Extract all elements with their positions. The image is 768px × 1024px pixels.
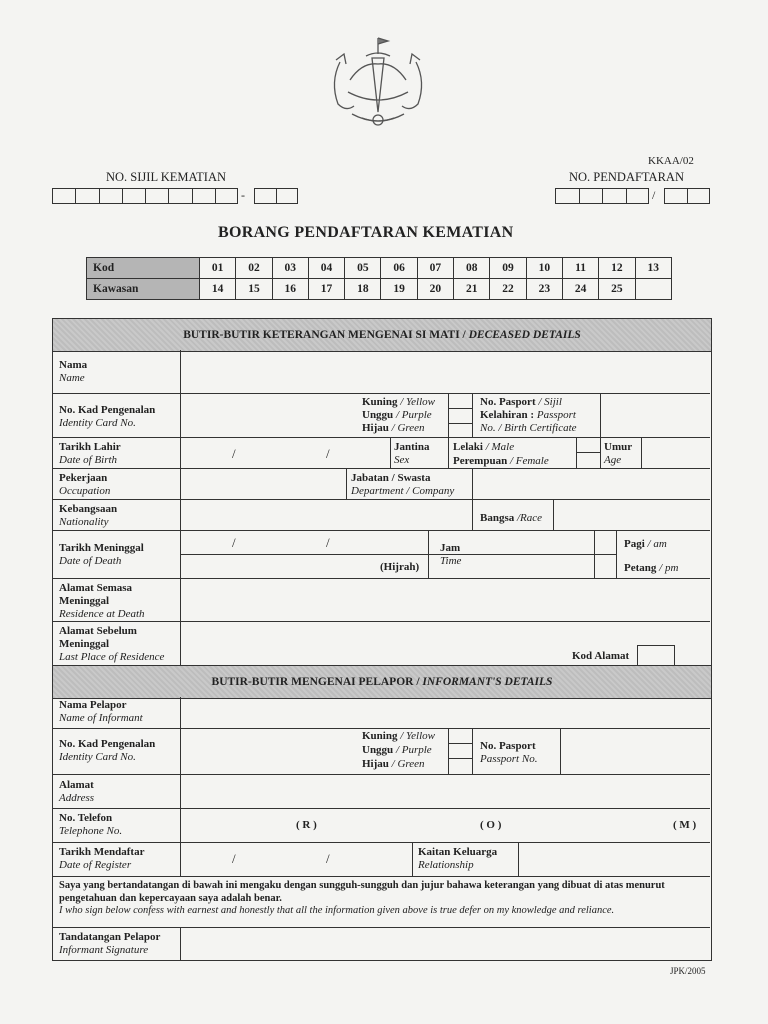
kaitan-label: Kaitan Keluarga Relationship [418, 846, 498, 871]
kod-cell[interactable]: 08 [454, 258, 490, 279]
alamat-semasa-label: Alamat Semasa Meninggal Residence at Death [59, 582, 145, 620]
kelahiran-label: Kelahiran : Passport [480, 409, 576, 421]
birth-cert-label: No. / Birth Certificate [480, 422, 577, 434]
informant-section-header [52, 665, 712, 699]
nama-field[interactable] [181, 351, 709, 392]
form-code: KKAA/02 [648, 155, 694, 167]
alamat-sebelum-label: Alamat Sebelum Meninggal Last Place of Residence [59, 625, 165, 663]
kod-cell[interactable]: 11 [562, 258, 598, 279]
kod-cell[interactable]: 20 [417, 279, 453, 300]
form-title: BORANG PENDAFTARAN KEMATIAN [218, 224, 514, 241]
kod-alamat-label: Kod Alamat [572, 650, 630, 662]
pekerjaan-label: Pekerjaan Occupation [59, 472, 111, 497]
pendaftaran-number-boxes[interactable] [555, 188, 649, 204]
informant-hijau-option: Hijau / Green [362, 758, 425, 770]
kod-cell[interactable]: 17 [308, 279, 344, 300]
perempuan-option: Perempuan / Female [453, 455, 549, 467]
signature-label: Tandatangan Pelapor Informant Signature [59, 931, 161, 956]
dob-slash-2: / [326, 446, 330, 461]
sijil-suffix-boxes[interactable] [254, 188, 298, 204]
jam-label: Jam Time [440, 542, 462, 567]
footer-code: JPK/2005 [670, 966, 706, 976]
umur-label: Umur Age [604, 441, 633, 466]
kod-cell[interactable]: 01 [200, 258, 236, 279]
sijil-label: NO. SIJIL KEMATIAN [106, 170, 227, 184]
declaration-en: I who sign below confess with earnest and honestly that all the information given above is true defer on my knowledge and reliance. [59, 905, 615, 916]
deceased-section-header [52, 318, 712, 352]
kod-kawasan-table [86, 257, 672, 300]
tod-label: Tarikh Meninggal Date of Death [59, 542, 144, 567]
kod-cell[interactable]: 05 [345, 258, 381, 279]
kawasan-label: Kawasan [87, 279, 200, 300]
alamat-label: Alamat Address [59, 779, 95, 804]
petang-option: Petang / pm [624, 562, 679, 574]
nama-label: Nama Name [59, 359, 88, 384]
kod-cell[interactable]: 09 [490, 258, 526, 279]
reg-slash-2: / [326, 851, 330, 866]
tel-o-label: ( O ) [480, 819, 502, 831]
kod-cell[interactable]: 19 [381, 279, 417, 300]
kod-cell[interactable]: 10 [526, 258, 562, 279]
kod-cell[interactable]: 07 [417, 258, 453, 279]
informant-band-en: INFORMANT'S DETAILS [422, 676, 553, 688]
dob-label: Tarikh Lahir Date of Birth [59, 441, 121, 466]
tod-slash-1: / [232, 535, 236, 550]
kod-cell[interactable]: 03 [272, 258, 308, 279]
kod-cell[interactable]: 14 [200, 279, 236, 300]
signature-field[interactable] [181, 928, 709, 959]
bangsa-label: Bangsa /Race [480, 512, 543, 524]
tel-r-label: ( R ) [296, 819, 317, 831]
dob-slash-1: / [232, 446, 236, 461]
reg-date-label: Tarikh Mendaftar Date of Register [59, 846, 145, 871]
state-crest-emblem [322, 32, 434, 132]
informant-ic-label: No. Kad Pengenalan Identity Card No. [59, 738, 156, 763]
deceased-band-en: DECEASED DETAILS [468, 329, 581, 341]
declaration-bm: Saya yang bertandatangan di bawah ini mengaku dengan sungguh-sungguh dan jujur bahawa keterangan yang dibuat di atas menurut pengetahuan dan kepercayaan saya adalah benar. [59, 880, 665, 904]
unggu-option: Unggu / Purple [362, 409, 432, 421]
tod-slash-2: / [326, 535, 330, 550]
pagi-option: Pagi / am [624, 538, 667, 550]
informant-band-bm: BUTIR-BUTIR MENGENAI PELAPOR / [211, 676, 420, 688]
kod-cell[interactable]: 06 [381, 258, 417, 279]
kod-cell[interactable] [635, 279, 671, 300]
informant-unggu-option: Unggu / Purple [362, 744, 432, 756]
kod-cell[interactable]: 12 [599, 258, 635, 279]
kod-cell[interactable]: 22 [490, 279, 526, 300]
pendaftaran-slash: / [652, 188, 656, 202]
declaration-text [59, 880, 704, 918]
deceased-band-bm: BUTIR-BUTIR KETERANGAN MENGENAI SI MATI / [183, 329, 466, 341]
kod-cell[interactable]: 04 [308, 258, 344, 279]
kod-cell[interactable]: 23 [526, 279, 562, 300]
pendaftaran-suffix-boxes[interactable] [664, 188, 710, 204]
reg-slash-1: / [232, 851, 236, 866]
kod-cell[interactable]: 13 [635, 258, 671, 279]
kuning-option: Kuning / Yellow [362, 396, 435, 408]
jabatan-label: Jabatan / Swasta Department / Company [351, 472, 455, 497]
informant-kuning-option: Kuning / Yellow [362, 730, 435, 742]
telefon-label: No. Telefon Telephone No. [59, 812, 123, 837]
sijil-dash: - [241, 188, 245, 202]
kod-cell[interactable]: 21 [454, 279, 490, 300]
tel-m-label: ( M ) [673, 819, 697, 831]
kod-cell[interactable]: 15 [236, 279, 272, 300]
lelaki-option: Lelaki / Male [453, 441, 515, 453]
hijrah-label: (Hijrah) [380, 561, 420, 573]
ic-label: No. Kad Pengenalan Identity Card No. [59, 404, 156, 429]
kod-cell[interactable]: 25 [599, 279, 635, 300]
kod-cell[interactable]: 24 [562, 279, 598, 300]
jantina-label: Jantina Sex [394, 441, 430, 466]
hijau-option: Hijau / Green [362, 422, 425, 434]
kod-label: Kod [87, 258, 200, 279]
kod-cell[interactable]: 18 [345, 279, 381, 300]
sijil-number-boxes[interactable] [52, 188, 238, 204]
informant-pasport-label: No. Pasport Passport No. [480, 740, 538, 765]
pendaftaran-label: NO. PENDAFTARAN [569, 170, 684, 184]
kod-cell[interactable]: 16 [272, 279, 308, 300]
pasport-label: No. Pasport / Sijil [480, 396, 562, 408]
nama-pelapor-label: Nama Pelapor Name of Informant [59, 699, 143, 724]
kod-cell[interactable]: 02 [236, 258, 272, 279]
kebangsaan-label: Kebangsaan Nationality [59, 503, 118, 528]
